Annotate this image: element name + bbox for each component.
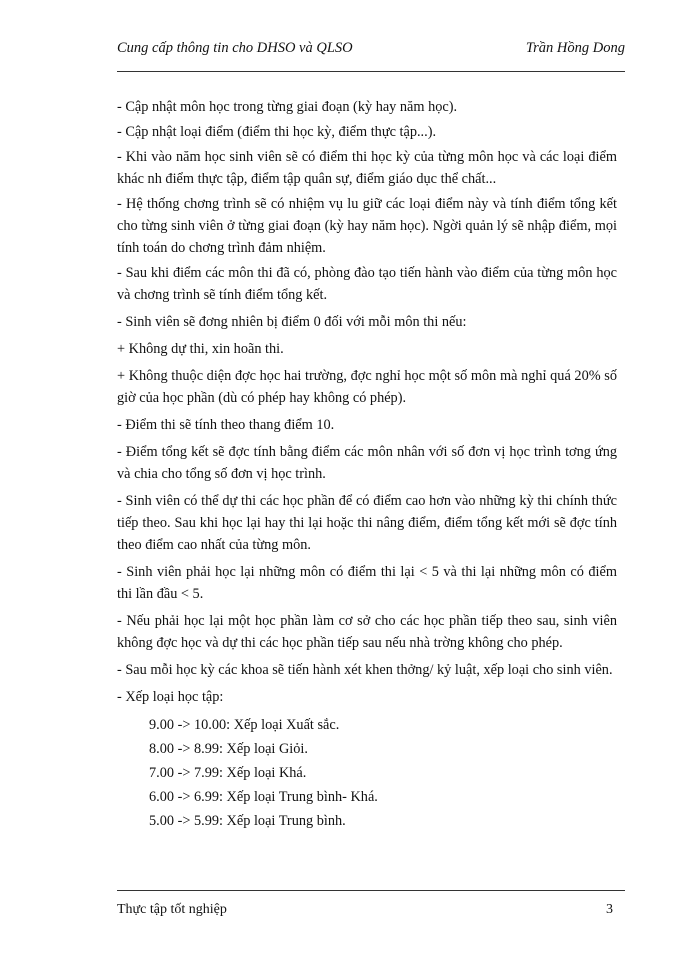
document-body xyxy=(117,96,617,833)
grade-line: 5.00 -> 5.99: Xếp loại Trung bình. xyxy=(149,813,346,829)
header-author: Trần Hồng Dong xyxy=(525,40,625,56)
paragraph: - Sau khi điểm các môn thi đã có, phòng đào tạo tiến hành vào điểm của từng môn học và chơng trình sẽ tính điểm tổng kết. xyxy=(117,265,617,303)
footer-divider xyxy=(117,890,625,891)
paragraph: - Sinh viên sẽ đơng nhiên bị điểm 0 đối với mỗi môn thi nếu: xyxy=(117,314,467,330)
paragraph: - Khi vào năm học sinh viên sẽ có điểm thi học kỳ của từng môn học và các loại điểm khác nh điểm thực tập, điểm tập quân sự, điểm giáo dục thể chất... xyxy=(117,149,617,187)
header-title: Cung cấp thông tin cho DHSO và QLSO xyxy=(117,40,353,56)
paragraph: - Cập nhật loại điểm (điểm thi học kỳ, điểm thực tập...). xyxy=(117,124,437,140)
paragraph: - Sinh viên có thể dự thi các học phần để có điểm cao hơn vào những kỳ thi chính thức tiếp theo. Sau khi học lại hay thi lại hoặc thi nâng điểm, điểm tổng kết mới sẽ đợc tính theo điểm cao nhất của từng môn. xyxy=(117,493,617,553)
page-number: 3 xyxy=(606,902,613,917)
paragraph: - Xếp loại học tập: xyxy=(117,689,224,705)
paragraph: - Sinh viên phải học lại những môn có điểm thi lại < 5 và thi lại những môn có điểm thi lần đầu < 5. xyxy=(117,564,617,602)
footer-title: Thực tập tốt nghiệp xyxy=(117,902,227,917)
grade-line: 9.00 -> 10.00: Xếp loại Xuất sắc. xyxy=(149,717,340,733)
paragraph: - Sau mỗi học kỳ các khoa sẽ tiến hành xét khen thởng/ kỷ luật, xếp loại cho sinh viên. xyxy=(117,662,613,678)
grade-line: 8.00 -> 8.99: Xếp loại Giỏi. xyxy=(149,741,308,757)
paragraph: - Điểm tổng kết sẽ đợc tính bằng điểm các môn nhân với số đơn vị học trình tơng ứng và chia cho tổng số đơn vị học trình. xyxy=(117,444,617,482)
page-header xyxy=(117,40,625,62)
paragraph: - Điểm thi sẽ tính theo thang điểm 10. xyxy=(117,417,335,433)
paragraph: + Không dự thi, xin hoãn thi. xyxy=(117,341,284,357)
paragraph: - Cập nhật môn học trong từng giai đoạn (kỳ hay năm học). xyxy=(117,99,458,115)
grade-line: 6.00 -> 6.99: Xếp loại Trung bình- Khá. xyxy=(149,789,378,805)
paragraph: + Không thuộc diện đợc học hai trường, đợc nghỉ học một số môn mà nghỉ quá 20% số giờ của học phần (dù có phép hay không có phép). xyxy=(117,368,617,406)
grade-line: 7.00 -> 7.99: Xếp loại Khá. xyxy=(149,765,307,781)
paragraph: - Hệ thống chơng trình sẽ có nhiệm vụ lu giữ các loại điểm này và tính điểm tổng kết cho từng sinh viên ở từng giai đoạn (kỳ hay năm học). Ngời quản lý sẽ nhập điểm, mọi tính toán do chơng trình đảm nhiệm. xyxy=(117,196,617,256)
paragraph: - Nếu phải học lại một học phần làm cơ sở cho các học phần tiếp theo sau, sinh viên không đợc học và dự thi các học phần tiếp sau nếu nhà trờng không cho phép. xyxy=(117,613,617,651)
header-divider xyxy=(117,71,625,72)
